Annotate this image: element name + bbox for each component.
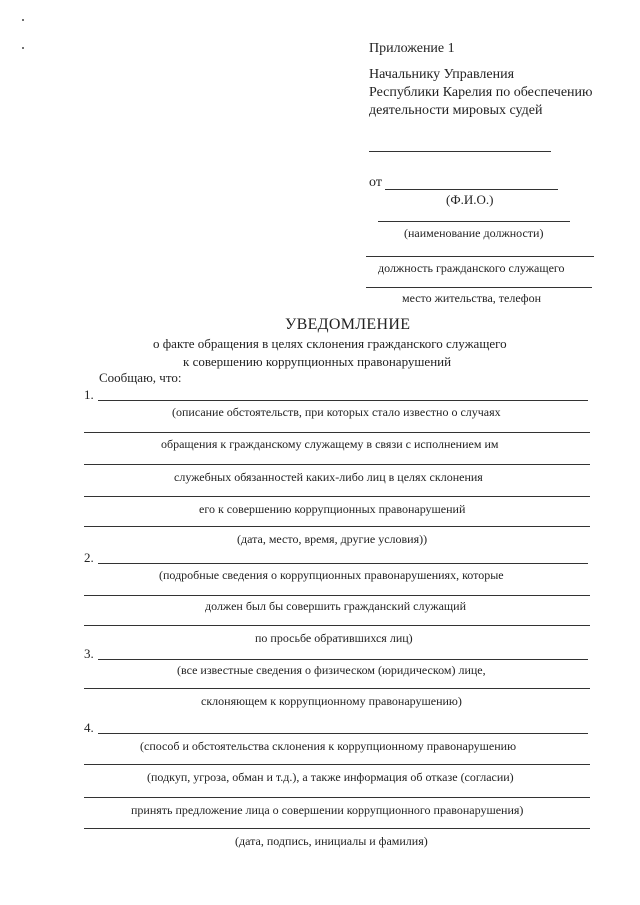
item-3-line xyxy=(98,659,588,660)
item-1-line xyxy=(98,400,588,401)
blank-line xyxy=(369,151,551,152)
item-4-line xyxy=(84,828,590,829)
item-2-line xyxy=(84,595,590,596)
item-1-line xyxy=(84,526,590,527)
item-1-line xyxy=(84,464,590,465)
scan-dot xyxy=(22,47,24,49)
subtitle-line-2: к совершению коррупционных правонарушений xyxy=(183,354,452,369)
item-2-line xyxy=(98,563,588,564)
item-4-line xyxy=(84,764,590,765)
item-1-caption: (дата, место, время, другие условия)) xyxy=(237,532,428,546)
intro-text: Сообщаю, что: xyxy=(99,370,182,385)
item-1-caption: служебных обязанностей каких-либо лиц в целях склонения xyxy=(174,470,483,484)
item-4-caption: (подкуп, угроза, обман и т.д.), а также информация об отказе (согласии) xyxy=(147,770,514,784)
item-1-number: 1. xyxy=(84,387,94,402)
item-3-caption: склоняющем к коррупционному правонарушению) xyxy=(201,694,462,708)
item-1-line xyxy=(84,432,590,433)
item-2-number: 2. xyxy=(84,550,94,565)
position-line xyxy=(378,221,570,222)
addressee-line-2: Республики Карелия по обеспечению xyxy=(369,85,593,100)
position-caption: (наименование должности) xyxy=(404,226,544,240)
signature-caption: (дата, подпись, инициалы и фамилия) xyxy=(235,834,428,848)
item-1-line xyxy=(84,496,590,497)
item-1-caption: его к совершению коррупционных правонарушений xyxy=(199,502,466,516)
item-4-line xyxy=(98,733,588,734)
item-4-line xyxy=(84,797,590,798)
item-3-caption: (все известные сведения о физическом (юридическом) лице, xyxy=(177,663,486,677)
item-1-caption: (описание обстоятельств, при которых стало известно о случаях xyxy=(172,405,501,419)
item-2-caption: должен был бы совершить гражданский служащий xyxy=(205,599,467,613)
fio-line xyxy=(385,189,558,190)
fio-caption: (Ф.И.О.) xyxy=(446,192,494,207)
item-2-caption: по просьбе обратившихся лиц) xyxy=(255,631,413,645)
item-2-line xyxy=(84,625,590,626)
item-4-number: 4. xyxy=(84,720,94,735)
civil-servant-line xyxy=(366,256,594,257)
residence-caption: место жительства, телефон xyxy=(402,291,542,305)
subtitle-line-1: о факте обращения в целях склонения гражданского служащего xyxy=(153,336,507,351)
civil-servant-caption: должность гражданского служащего xyxy=(378,261,565,275)
residence-line xyxy=(366,287,592,288)
from-prefix: от xyxy=(369,175,382,190)
item-2-caption: (подробные сведения о коррупционных правонарушениях, которые xyxy=(159,568,504,582)
item-4-caption: принять предложение лица о совершении коррупционного правонарушения) xyxy=(131,803,524,817)
addressee-line-1: Начальнику Управления xyxy=(369,67,515,82)
addressee-line-3: деятельности мировых судей xyxy=(369,103,543,118)
appendix-label: Приложение 1 xyxy=(369,41,455,56)
document-title: УВЕДОМЛЕНИЕ xyxy=(285,316,411,333)
item-4-caption: (способ и обстоятельства склонения к коррупционному правонарушению xyxy=(140,739,517,753)
item-3-number: 3. xyxy=(84,646,94,661)
item-3-line xyxy=(84,688,590,689)
scan-dot xyxy=(22,19,24,21)
item-1-caption: обращения к гражданскому служащему в связи с исполнением им xyxy=(161,437,499,451)
